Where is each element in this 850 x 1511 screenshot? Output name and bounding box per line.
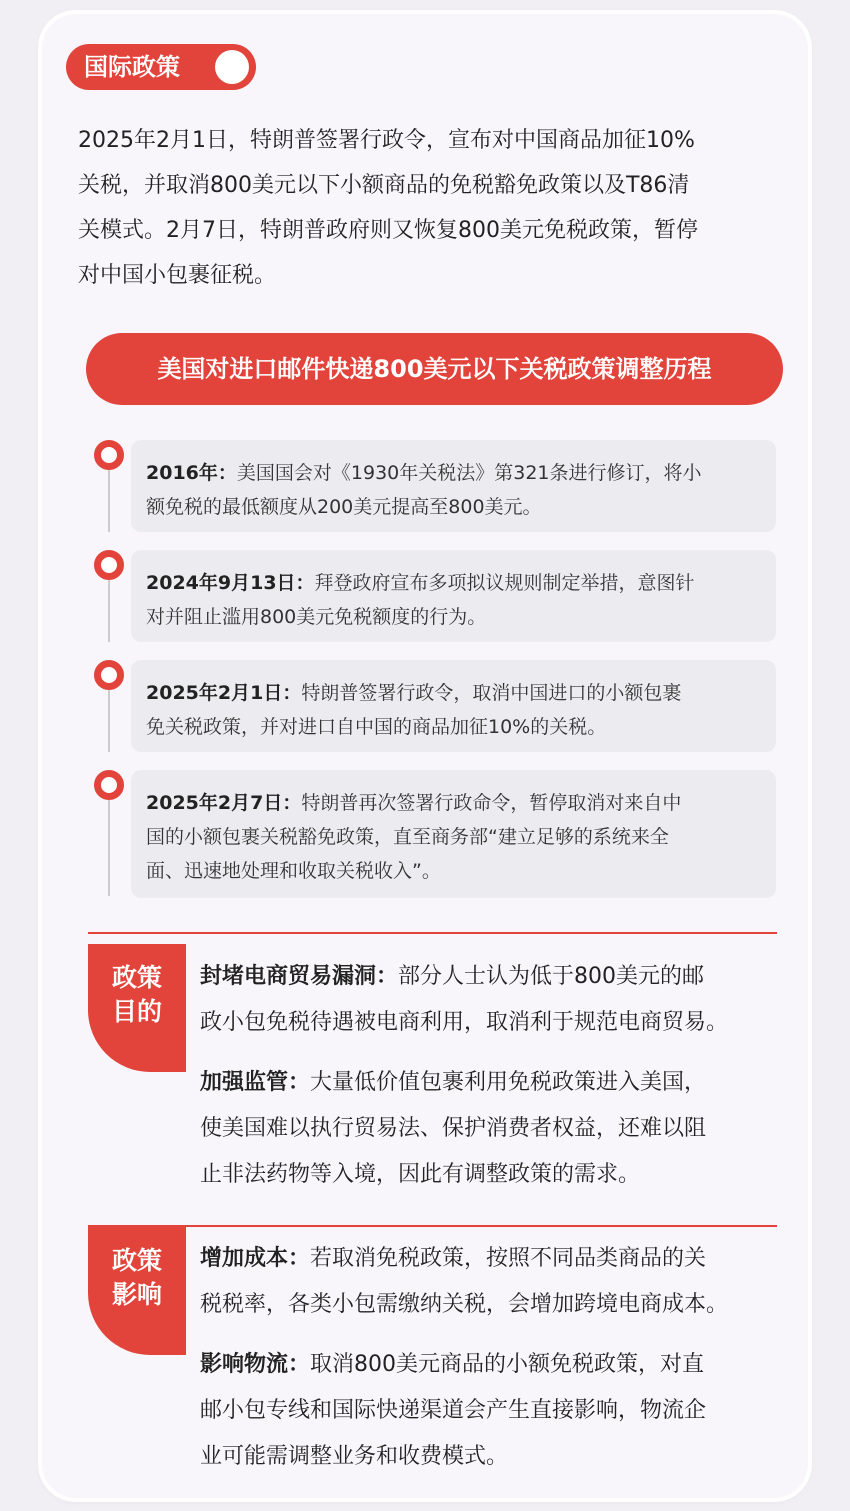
timeline-dot-icon xyxy=(94,440,124,470)
timeline-dot-icon xyxy=(94,550,124,580)
timeline-line: 额免税的最低额度从200美元提高至800美元。 xyxy=(146,496,542,518)
timeline-date: 2025年2月1日： xyxy=(146,682,302,704)
item-line: 业可能需调整业务和收费模式。 xyxy=(200,1444,509,1469)
tag-dot-icon xyxy=(215,50,249,84)
timeline-line: 国的小额包裹关税豁免政策，直至商务部“建立足够的系统来全 xyxy=(146,826,669,848)
timeline-line xyxy=(146,786,762,820)
timeline-line: 免关税政策，并对进口自中国的商品加征10%的关税。 xyxy=(146,716,607,738)
timeline-line xyxy=(146,456,762,490)
timeline-item xyxy=(131,660,776,752)
intro-paragraph xyxy=(78,118,784,298)
item-line xyxy=(200,1236,800,1282)
timeline-text: 拜登政府宣布多项拟议规则制定举措，意图针 xyxy=(314,572,695,594)
tab-text: 目的 xyxy=(111,997,162,1026)
timeline-dot-icon xyxy=(94,660,124,690)
timeline-banner: 美国对进口邮件快递800美元以下关税政策调整历程 xyxy=(86,333,783,405)
item-text: 大量低价值包裹利用免税政策进入美国， xyxy=(310,1070,707,1095)
timeline-item xyxy=(131,550,776,642)
tab-text: 政策 xyxy=(111,1246,162,1275)
item-text: 部分人士认为低于800美元的邮 xyxy=(398,964,705,989)
timeline-text: 特朗普签署行政令，取消中国进口的小额包裹 xyxy=(301,682,682,704)
section-divider xyxy=(88,1225,777,1227)
item-line xyxy=(200,1060,800,1106)
item-heading: 加强监管： xyxy=(200,1070,311,1095)
timeline-date: 2016年： xyxy=(146,462,237,484)
tab-text: 政策 xyxy=(111,963,162,992)
section-tag xyxy=(66,44,256,90)
item-line: 使美国难以执行贸易法、保护消费者权益，还难以阻 xyxy=(200,1116,707,1141)
intro-line: 关税，并取消800美元以下小额商品的免税豁免政策以及T86清 xyxy=(78,173,690,198)
timeline-line: 对并阻止滥用800美元免税额度的行为。 xyxy=(146,606,487,628)
tab-text: 影响 xyxy=(111,1280,162,1309)
item-line: 止非法药物等入境，因此有调整政策的需求。 xyxy=(200,1162,641,1187)
item-line xyxy=(200,1342,800,1388)
item-text: 若取消免税政策，按照不同品类商品的关 xyxy=(310,1246,707,1271)
timeline-connector xyxy=(108,470,110,532)
timeline-connector xyxy=(108,800,110,896)
timeline-line xyxy=(146,566,762,600)
item-line: 税税率，各类小包需缴纳关税，会增加跨境电商成本。 xyxy=(200,1292,729,1317)
item-heading: 影响物流： xyxy=(200,1352,311,1377)
timeline-line: 面、迅速地处理和收取关税收入”。 xyxy=(146,860,441,882)
timeline-item xyxy=(131,770,776,898)
policy-goal-item xyxy=(200,954,800,1046)
timeline-text: 特朗普再次签署行政命令，暂停取消对来自中 xyxy=(301,792,682,814)
item-line: 政小包免税待遇被电商利用，取消利于规范电商贸易。 xyxy=(200,1010,729,1035)
item-heading: 封堵电商贸易漏洞： xyxy=(200,964,399,989)
policy-impact-item xyxy=(200,1236,800,1328)
policy-impact-item xyxy=(200,1342,800,1480)
intro-line: 对中国小包裹征税。 xyxy=(78,263,277,288)
section-tag-label: 国际政策 xyxy=(84,53,180,81)
item-line xyxy=(200,954,800,1000)
policy-goal-item xyxy=(200,1060,800,1198)
item-line: 邮小包专线和国际快递渠道会产生直接影响，物流企 xyxy=(200,1398,707,1423)
timeline-dot-icon xyxy=(94,770,124,800)
intro-line: 2025年2月1日，特朗普签署行政令，宣布对中国商品加征10% xyxy=(78,128,695,153)
timeline-date: 2024年9月13日： xyxy=(146,572,315,594)
item-heading: 增加成本： xyxy=(200,1246,311,1271)
timeline-connector xyxy=(108,690,110,752)
timeline-text: 美国国会对《1930年关税法》第321条进行修订，将小 xyxy=(236,462,702,484)
item-text: 取消800美元商品的小额免税政策，对直 xyxy=(310,1352,705,1377)
timeline-connector xyxy=(108,580,110,642)
section-divider xyxy=(88,932,777,934)
timeline-date: 2025年2月7日： xyxy=(146,792,302,814)
timeline-line xyxy=(146,676,762,710)
timeline-item xyxy=(131,440,776,532)
intro-line: 关模式。2月7日，特朗普政府则又恢复800美元免税政策，暂停 xyxy=(78,218,698,243)
